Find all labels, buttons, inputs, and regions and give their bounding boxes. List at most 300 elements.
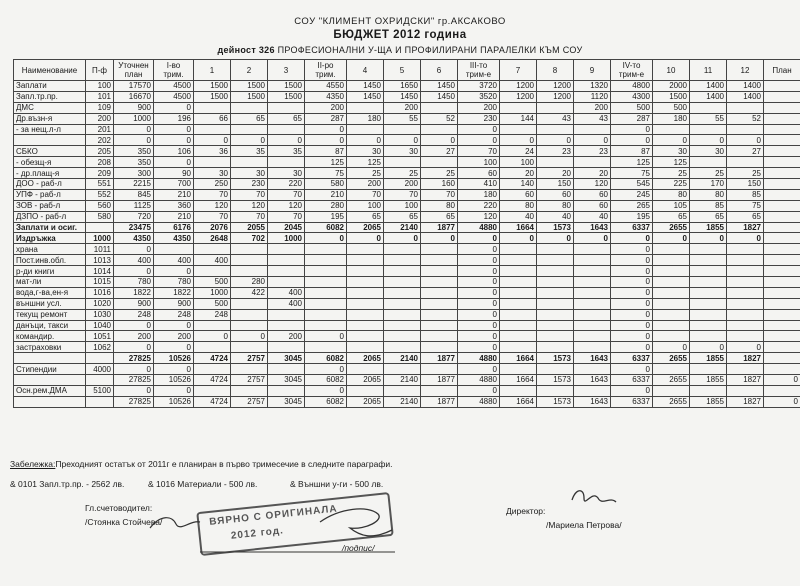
table-cell: 6337: [611, 353, 653, 364]
table-cell: [764, 385, 800, 396]
table-cell: [764, 200, 800, 211]
row-name: Др.възн-я: [14, 113, 86, 124]
table-cell: [690, 331, 727, 342]
table-cell: [653, 331, 690, 342]
paragraph-code: 100: [86, 81, 114, 92]
table-cell: [154, 244, 194, 255]
table-cell: [347, 385, 384, 396]
table-cell: [500, 255, 537, 266]
table-cell: [268, 309, 305, 320]
remark-label: Забележка:: [10, 459, 56, 469]
table-cell: [653, 320, 690, 331]
table-cell: [690, 309, 727, 320]
table-cell: 55: [690, 113, 727, 124]
column-header: 1: [194, 60, 231, 81]
table-cell: [347, 298, 384, 309]
table-cell: 1643: [574, 375, 611, 386]
table-cell: 0: [611, 309, 653, 320]
table-cell: [305, 298, 347, 309]
table-cell: 248: [114, 309, 154, 320]
table-cell: 10526: [154, 396, 194, 407]
table-row: [14, 124, 800, 135]
table-cell: 4300: [611, 91, 653, 102]
table-cell: 35: [231, 146, 268, 157]
paragraph-code: 1020: [86, 298, 114, 309]
table-cell: 1400: [727, 91, 764, 102]
paragraph-code: 1015: [86, 277, 114, 288]
table-cell: [305, 320, 347, 331]
table-cell: [500, 309, 537, 320]
table-cell: [231, 266, 268, 277]
table-cell: [574, 157, 611, 168]
table-row: [14, 277, 800, 288]
table-cell: 1664: [500, 396, 537, 407]
paragraph-code: 209: [86, 168, 114, 179]
column-header: 9: [574, 60, 611, 81]
table-cell: 70: [194, 211, 231, 222]
table-cell: 1827: [727, 353, 764, 364]
table-cell: [764, 331, 800, 342]
table-cell: 75: [611, 168, 653, 179]
table-cell: 0: [194, 331, 231, 342]
table-cell: 0: [194, 135, 231, 146]
table-cell: 105: [653, 200, 690, 211]
table-cell: 0: [154, 320, 194, 331]
table-cell: 4880: [458, 375, 500, 386]
table-cell: 300: [114, 168, 154, 179]
footer-item-materials: & 1016 Материали - 500 лв.: [148, 479, 258, 489]
table-cell: 0: [611, 244, 653, 255]
table-cell: [268, 102, 305, 113]
paragraph-code: 101: [86, 91, 114, 102]
table-cell: 85: [690, 200, 727, 211]
table-cell: [347, 124, 384, 135]
column-header: Уточнен план: [114, 60, 154, 81]
table-cell: [727, 255, 764, 266]
table-cell: 0: [114, 266, 154, 277]
table-cell: 4724: [194, 375, 231, 386]
table-cell: [347, 255, 384, 266]
table-cell: [231, 320, 268, 331]
column-header: Наименование: [14, 60, 86, 81]
table-cell: 43: [574, 113, 611, 124]
table-cell: 25: [421, 168, 458, 179]
table-cell: 0: [458, 298, 500, 309]
table-cell: 1500: [268, 81, 305, 92]
table-row: [14, 189, 800, 200]
table-cell: [653, 385, 690, 396]
table-cell: 0: [690, 342, 727, 353]
row-name: застраховки: [14, 342, 86, 353]
table-cell: 2065: [347, 396, 384, 407]
table-row: [14, 91, 800, 102]
table-cell: [537, 266, 574, 277]
table-cell: 1664: [500, 375, 537, 386]
table-cell: 900: [154, 298, 194, 309]
table-cell: [347, 320, 384, 331]
table-cell: 40: [574, 211, 611, 222]
table-cell: [384, 331, 421, 342]
table-cell: [574, 124, 611, 135]
row-name: текущ ремонт: [14, 309, 86, 320]
table-cell: [500, 298, 537, 309]
table-cell: 65: [231, 113, 268, 124]
table-cell: [574, 266, 611, 277]
table-cell: [764, 168, 800, 179]
table-cell: 0: [458, 309, 500, 320]
table-cell: 210: [154, 189, 194, 200]
table-cell: [653, 287, 690, 298]
table-cell: [384, 255, 421, 266]
table-row: [14, 287, 800, 298]
table-cell: 4880: [458, 396, 500, 407]
table-cell: [764, 81, 800, 92]
table-cell: 360: [154, 200, 194, 211]
table-cell: 2140: [384, 353, 421, 364]
table-cell: 4880: [458, 353, 500, 364]
table-cell: [194, 157, 231, 168]
table-cell: [574, 255, 611, 266]
table-cell: [537, 277, 574, 288]
table-cell: 200: [305, 102, 347, 113]
table-cell: 1000: [194, 287, 231, 298]
table-cell: [194, 385, 231, 396]
table-cell: 0: [154, 135, 194, 146]
table-cell: [727, 277, 764, 288]
row-name: мат-ли: [14, 277, 86, 288]
table-cell: 200: [458, 102, 500, 113]
table-cell: 1500: [194, 81, 231, 92]
table-cell: 0: [611, 320, 653, 331]
table-cell: 0: [727, 233, 764, 244]
table-cell: 140: [500, 179, 537, 190]
column-header: 5: [384, 60, 421, 81]
table-cell: [764, 91, 800, 102]
table-cell: 27825: [114, 353, 154, 364]
table-cell: 0: [154, 157, 194, 168]
table-cell: [727, 364, 764, 375]
table-cell: 6337: [611, 396, 653, 407]
table-cell: [764, 233, 800, 244]
table-cell: 120: [268, 200, 305, 211]
column-header: 10: [653, 60, 690, 81]
table-cell: 400: [114, 255, 154, 266]
table-cell: 2076: [194, 222, 231, 233]
table-cell: [764, 146, 800, 157]
row-name: ДОО - раб-л: [14, 179, 86, 190]
table-cell: [421, 277, 458, 288]
table-cell: 3520: [458, 91, 500, 102]
table-cell: 400: [154, 255, 194, 266]
table-cell: 1400: [727, 81, 764, 92]
table-cell: [537, 124, 574, 135]
table-cell: [727, 320, 764, 331]
activity-line: [0, 45, 800, 55]
row-name: ЗОВ - раб-л: [14, 200, 86, 211]
table-cell: [421, 255, 458, 266]
table-cell: 0: [611, 266, 653, 277]
table-cell: [384, 244, 421, 255]
table-cell: 0: [690, 233, 727, 244]
table-cell: 0: [114, 124, 154, 135]
table-cell: 0: [611, 298, 653, 309]
table-cell: [537, 364, 574, 375]
table-cell: 160: [421, 179, 458, 190]
table-cell: [653, 124, 690, 135]
table-cell: 0: [727, 135, 764, 146]
table-cell: [764, 309, 800, 320]
table-cell: 195: [611, 211, 653, 222]
table-cell: 23: [574, 146, 611, 157]
table-cell: 1855: [690, 353, 727, 364]
table-cell: 80: [421, 200, 458, 211]
table-cell: 400: [268, 298, 305, 309]
table-cell: 0: [611, 135, 653, 146]
table-cell: [690, 255, 727, 266]
table-cell: [537, 287, 574, 298]
table-cell: [268, 385, 305, 396]
table-cell: 70: [268, 189, 305, 200]
table-cell: [764, 113, 800, 124]
table-cell: 500: [194, 298, 231, 309]
table-cell: 0: [727, 342, 764, 353]
table-cell: [653, 266, 690, 277]
table-cell: 0: [154, 102, 194, 113]
table-cell: 265: [611, 200, 653, 211]
table-cell: [727, 298, 764, 309]
table-cell: 4500: [154, 81, 194, 92]
table-cell: 30: [268, 168, 305, 179]
table-cell: [727, 385, 764, 396]
table-cell: 30: [653, 146, 690, 157]
table-cell: 1650: [384, 81, 421, 92]
row-name: СБКО: [14, 146, 86, 157]
table-row: [14, 255, 800, 266]
table-cell: [764, 364, 800, 375]
table-cell: [231, 124, 268, 135]
column-header: 11: [690, 60, 727, 81]
table-cell: 0: [347, 233, 384, 244]
table-cell: 25: [384, 168, 421, 179]
table-cell: [305, 287, 347, 298]
table-cell: [764, 102, 800, 113]
paragraph-code: 109: [86, 102, 114, 113]
table-cell: 70: [347, 189, 384, 200]
table-cell: 0: [458, 342, 500, 353]
table-cell: [305, 266, 347, 277]
table-cell: 180: [653, 113, 690, 124]
table-cell: [537, 255, 574, 266]
table-cell: 65: [727, 211, 764, 222]
table-cell: 125: [611, 157, 653, 168]
table-cell: 87: [611, 146, 653, 157]
table-cell: 400: [194, 255, 231, 266]
table-cell: [653, 298, 690, 309]
row-name: УПФ - раб-л: [14, 189, 86, 200]
table-cell: 55: [384, 113, 421, 124]
table-cell: 250: [194, 179, 231, 190]
table-cell: [500, 266, 537, 277]
table-row: [14, 266, 800, 277]
table-cell: 27825: [114, 375, 154, 386]
table-cell: 0: [231, 331, 268, 342]
table-cell: 23: [537, 146, 574, 157]
table-row: [14, 200, 800, 211]
table-cell: 700: [154, 179, 194, 190]
table-cell: 1120: [574, 91, 611, 102]
table-cell: [727, 331, 764, 342]
column-header: II-ро трим.: [305, 60, 347, 81]
table-cell: 196: [154, 113, 194, 124]
paragraph-code: 1062: [86, 342, 114, 353]
table-cell: 25: [727, 168, 764, 179]
paragraph-code: 205: [86, 146, 114, 157]
table-cell: [194, 124, 231, 135]
table-row: [14, 331, 800, 342]
signature-caption: /подпис/: [342, 543, 375, 553]
table-cell: 80: [653, 189, 690, 200]
table-cell: [347, 287, 384, 298]
table-cell: 40: [537, 211, 574, 222]
table-cell: 0: [764, 396, 800, 407]
table-cell: 6176: [154, 222, 194, 233]
table-cell: 3045: [268, 375, 305, 386]
table-cell: [764, 189, 800, 200]
table-cell: 1000: [114, 113, 154, 124]
table-cell: 1450: [421, 81, 458, 92]
table-cell: 0: [653, 342, 690, 353]
row-name: - за нещ.л-л: [14, 124, 86, 135]
table-cell: [384, 342, 421, 353]
table-cell: 1450: [347, 91, 384, 102]
row-name: [14, 375, 86, 386]
table-cell: [764, 287, 800, 298]
paragraph-code: [86, 375, 114, 386]
table-cell: [727, 102, 764, 113]
table-cell: 25: [690, 168, 727, 179]
table-cell: 0: [458, 287, 500, 298]
table-cell: 36: [194, 146, 231, 157]
table-row: [14, 364, 800, 375]
table-cell: 2065: [347, 375, 384, 386]
table-cell: [764, 157, 800, 168]
table-cell: 280: [231, 277, 268, 288]
column-header: 2: [231, 60, 268, 81]
table-cell: [421, 298, 458, 309]
row-name: командир.: [14, 331, 86, 342]
table-cell: 1855: [690, 375, 727, 386]
table-cell: [574, 309, 611, 320]
table-cell: 1855: [690, 396, 727, 407]
column-header: П-ф: [86, 60, 114, 81]
table-cell: 1643: [574, 222, 611, 233]
table-cell: 0: [611, 277, 653, 288]
table-cell: [231, 255, 268, 266]
budget-table: [13, 59, 800, 408]
table-row: [14, 385, 800, 396]
table-cell: [421, 331, 458, 342]
table-cell: 27: [727, 146, 764, 157]
table-cell: [384, 277, 421, 288]
table-cell: [347, 244, 384, 255]
table-row: [14, 81, 800, 92]
table-cell: [727, 157, 764, 168]
table-cell: 100: [384, 200, 421, 211]
row-name: Пост.инв.обл.: [14, 255, 86, 266]
table-cell: 0: [384, 233, 421, 244]
column-header: План: [764, 60, 800, 81]
table-cell: [764, 179, 800, 190]
table-cell: 4880: [458, 222, 500, 233]
table-cell: 30: [384, 146, 421, 157]
row-name: храна: [14, 244, 86, 255]
table-cell: [347, 266, 384, 277]
column-header: 7: [500, 60, 537, 81]
table-cell: [653, 364, 690, 375]
table-cell: [764, 298, 800, 309]
table-cell: [764, 342, 800, 353]
table-cell: 0: [458, 266, 500, 277]
table-cell: 0: [574, 135, 611, 146]
table-row: [14, 244, 800, 255]
table-cell: 4550: [305, 81, 347, 92]
table-cell: [500, 102, 537, 113]
table-cell: 1855: [690, 222, 727, 233]
table-cell: 2140: [384, 375, 421, 386]
table-cell: [537, 244, 574, 255]
table-cell: 1200: [500, 91, 537, 102]
paragraph-code: 201: [86, 124, 114, 135]
table-cell: 0: [574, 233, 611, 244]
table-cell: 66: [194, 113, 231, 124]
table-row: [14, 320, 800, 331]
table-cell: [574, 298, 611, 309]
table-cell: [764, 135, 800, 146]
table-cell: 200: [574, 102, 611, 113]
table-cell: 0: [114, 364, 154, 375]
activity-number: дейност 326: [217, 45, 275, 55]
stamp-text: ВЯРНО С ОРИГИНАЛА: [208, 503, 339, 528]
table-cell: 6337: [611, 375, 653, 386]
table-cell: [305, 309, 347, 320]
column-header: 8: [537, 60, 574, 81]
table-cell: 30: [690, 146, 727, 157]
column-header: I-во трим.: [154, 60, 194, 81]
row-name: - др.плащ-я: [14, 168, 86, 179]
table-cell: 1450: [421, 91, 458, 102]
table-cell: 0: [458, 277, 500, 288]
table-cell: [194, 364, 231, 375]
table-cell: 0: [458, 385, 500, 396]
row-name: [14, 396, 86, 407]
table-cell: 0: [537, 135, 574, 146]
footer-item-salaries: & 0101 Запл.тр.пр. - 2562 лв.: [10, 479, 125, 489]
table-cell: 87: [305, 146, 347, 157]
paragraph-code: [86, 353, 114, 364]
table-cell: [500, 385, 537, 396]
table-cell: 1573: [537, 222, 574, 233]
table-cell: 500: [611, 102, 653, 113]
table-cell: [690, 287, 727, 298]
table-cell: 2655: [653, 222, 690, 233]
table-cell: 0: [154, 364, 194, 375]
table-cell: 100: [347, 200, 384, 211]
table-cell: 85: [727, 189, 764, 200]
table-cell: 1877: [421, 353, 458, 364]
table-cell: 6082: [305, 375, 347, 386]
table-cell: 195: [305, 211, 347, 222]
table-cell: 20: [537, 168, 574, 179]
